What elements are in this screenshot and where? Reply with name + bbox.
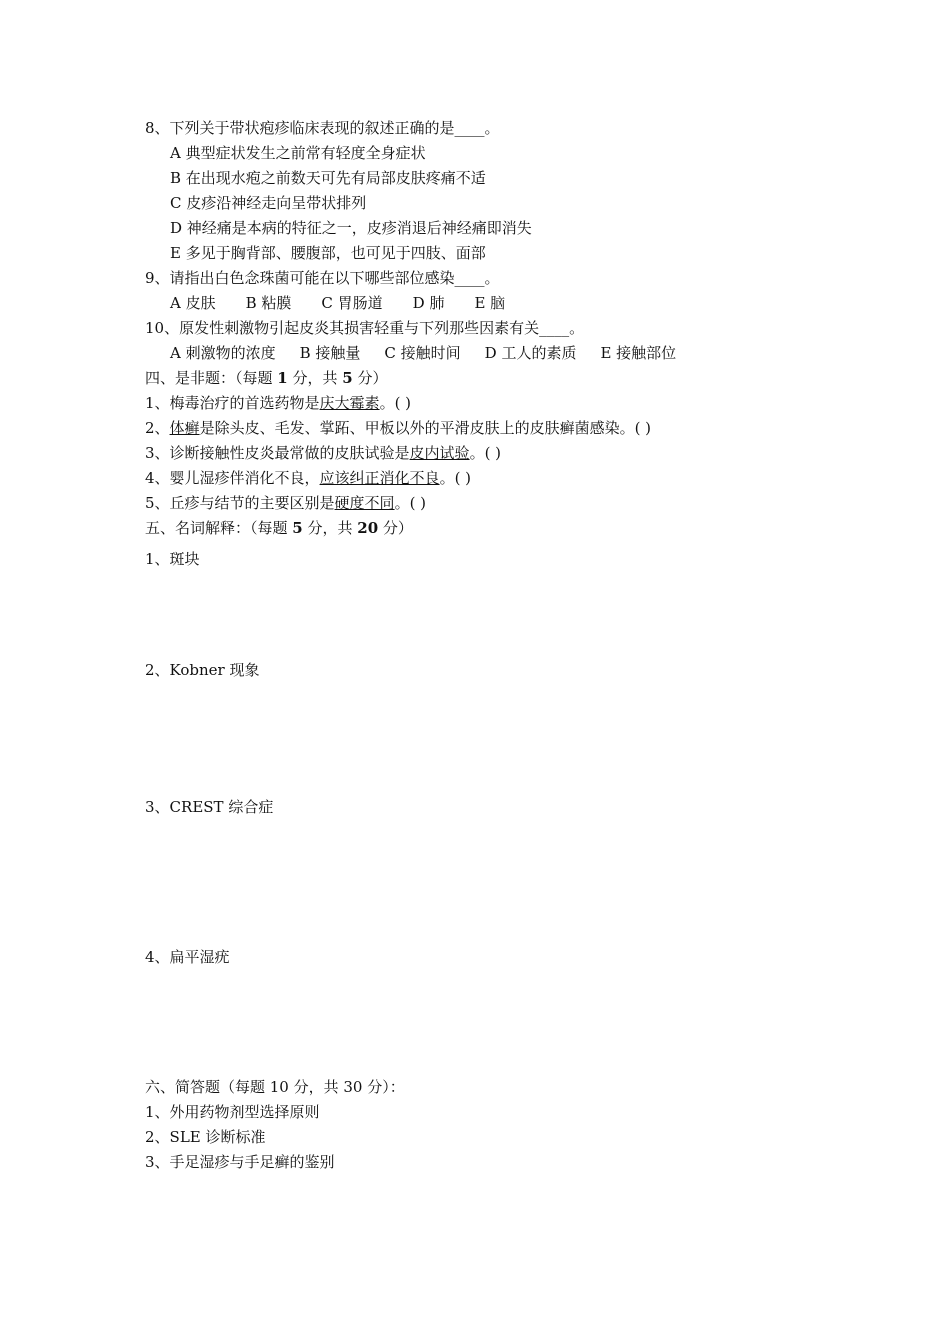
- question-9-stem: 9、请指出白色念珠菌可能在以下哪些部位感染____。: [145, 269, 500, 287]
- true-false-item-1: [145, 393, 411, 413]
- item-text: 1、梅毒治疗的首选药物是: [145, 394, 320, 412]
- short-answer-item-3: 3、手足湿疹与手足癣的鉴别: [145, 1153, 335, 1171]
- question-9-option-b: B 粘膜: [245, 294, 292, 312]
- section-5-score: 5: [292, 519, 303, 537]
- section-5-total: 20: [357, 519, 379, 537]
- answer-blank: 。( ): [439, 469, 472, 487]
- question-8-option-d: D 神经痛是本病的特征之一，皮疹消退后神经痛即消失: [170, 219, 532, 237]
- item-text: 3、诊断接触性皮炎最常做的皮肤试验是: [145, 444, 410, 462]
- item-text: 2、: [145, 419, 170, 437]
- question-10-option-a: A 刺激物的浓度: [170, 344, 276, 362]
- question-8-option-e: E 多见于胸背部、腰腹部，也可见于四肢、面部: [170, 244, 486, 262]
- section-5-heading-post: 分）: [378, 519, 413, 537]
- question-10-options: [170, 343, 676, 363]
- question-9-option-c: C 胃肠道: [321, 294, 383, 312]
- question-10-stem: 10、原发性刺激物引起皮炎其损害轻重与下列那些因素有关____。: [145, 319, 585, 337]
- question-10-option-d: D 工人的素质: [484, 344, 577, 362]
- question-10-option-c: C 接触时间: [384, 344, 461, 362]
- underlined-term: 硬度不同: [334, 494, 395, 512]
- term-item-2: 2、Kobner 现象: [145, 661, 260, 679]
- short-answer-item-2: 2、SLE 诊断标准: [145, 1128, 266, 1146]
- underlined-term: 体癣: [169, 419, 200, 437]
- answer-blank: 是除头皮、毛发、掌跖、甲板以外的平滑皮肤上的皮肤癣菌感染。( ): [199, 419, 652, 437]
- true-false-item-4: [145, 468, 471, 488]
- section-5-heading-mid: 分，共: [302, 519, 358, 537]
- question-10-option-b: B 接触量: [299, 344, 361, 362]
- true-false-item-3: [145, 443, 501, 463]
- section-4-heading-post: 分）: [352, 369, 388, 387]
- true-false-item-2: [145, 418, 651, 438]
- question-9-options: [170, 293, 505, 313]
- answer-blank: 。( ): [469, 444, 502, 462]
- question-8-option-c: C 皮疹沿神经走向呈带状排列: [170, 194, 367, 212]
- true-false-item-5: [145, 493, 426, 513]
- section-4-score: 1: [277, 369, 288, 387]
- question-8-stem: 8、下列关于带状疱疹临床表现的叙述正确的是____。: [145, 119, 500, 137]
- underlined-term: 应该纠正消化不良: [319, 469, 440, 487]
- section-6-heading: 六、简答题（每题 10 分，共 30 分）：: [145, 1078, 405, 1096]
- question-9-option-d: D 肺: [412, 294, 445, 312]
- question-10-option-e: E 接触部位: [600, 344, 677, 362]
- underlined-term: 皮内试验: [409, 444, 470, 462]
- section-4-total: 5: [342, 369, 353, 387]
- section-5-heading-pre: 五、名词解释：（每题: [145, 519, 293, 537]
- underlined-term: 庆大霉素: [319, 394, 380, 412]
- short-answer-item-1: 1、外用药物剂型选择原则: [145, 1103, 320, 1121]
- question-9-option-a: A 皮肤: [170, 294, 216, 312]
- item-text: 4、婴儿湿疹伴消化不良，: [145, 469, 320, 487]
- section-4-heading-pre: 四、是非题：（每题: [145, 369, 278, 387]
- question-8-option-a: A 典型症状发生之前常有轻度全身症状: [170, 144, 426, 162]
- question-9-option-e: E 脑: [474, 294, 506, 312]
- answer-blank: 。( ): [379, 394, 412, 412]
- term-item-3: 3、CREST 综合症: [145, 798, 274, 816]
- section-4-heading-mid: 分，共: [287, 369, 343, 387]
- item-text: 5、丘疹与结节的主要区别是: [145, 494, 335, 512]
- question-8-option-b: B 在出现水疱之前数天可先有局部皮肤疼痛不适: [170, 169, 486, 187]
- term-item-1: 1、斑块: [145, 550, 200, 568]
- section-5-heading: [145, 518, 413, 538]
- answer-blank: 。( ): [394, 494, 427, 512]
- term-item-4: 4、扁平湿疣: [145, 948, 230, 966]
- section-4-heading: [145, 368, 387, 388]
